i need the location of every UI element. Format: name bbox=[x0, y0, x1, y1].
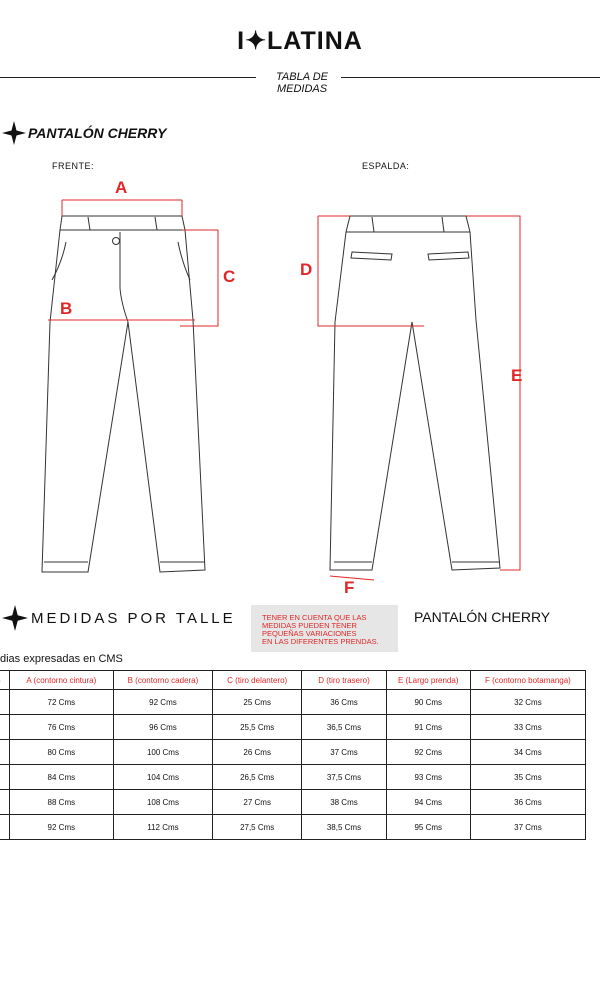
four-point-star-icon bbox=[2, 605, 28, 631]
table-cell: 36,5 Cms bbox=[302, 715, 386, 740]
table-cell: 37 Cms bbox=[470, 815, 585, 840]
table-cell bbox=[0, 790, 9, 815]
table-cell: 27,5 Cms bbox=[213, 815, 302, 840]
header-f: F (contorno botamanga) bbox=[470, 671, 585, 690]
table-cell: 93 Cms bbox=[386, 765, 470, 790]
table-cell: 92 Cms bbox=[386, 740, 470, 765]
back-view-label: ESPALDA: bbox=[362, 161, 410, 171]
table-cell bbox=[0, 690, 9, 715]
table-cell: 112 Cms bbox=[113, 815, 212, 840]
table-row bbox=[0, 690, 586, 715]
table-cell: 27 Cms bbox=[213, 790, 302, 815]
header-size bbox=[0, 671, 9, 690]
table-cell bbox=[0, 815, 9, 840]
pants-diagram bbox=[0, 170, 600, 590]
marker-b: B bbox=[60, 299, 73, 318]
table-cell: 34 Cms bbox=[470, 740, 585, 765]
header-c: C (tiro delantero) bbox=[213, 671, 302, 690]
note-line-4: EN LAS DIFERENTES PRENDAS. bbox=[262, 637, 379, 646]
note-line-1: TENER EN CUENTA QUE LAS bbox=[262, 613, 367, 622]
table-cell: 96 Cms bbox=[113, 715, 212, 740]
table-cell: 33 Cms bbox=[470, 715, 585, 740]
table-cell: 36 Cms bbox=[302, 690, 386, 715]
table-cell: 37 Cms bbox=[302, 740, 386, 765]
header-rule-right bbox=[341, 77, 600, 78]
table-cell: 84 Cms bbox=[9, 765, 113, 790]
header-d: D (tiro trasero) bbox=[302, 671, 386, 690]
table-cell: 32 Cms bbox=[470, 690, 585, 715]
note-text bbox=[262, 614, 394, 646]
table-cell bbox=[0, 765, 9, 790]
header-e: E (Largo prenda) bbox=[386, 671, 470, 690]
four-point-star-icon bbox=[2, 121, 26, 145]
table-row bbox=[0, 815, 586, 840]
tabla-line-1: TABLA DE bbox=[276, 71, 328, 83]
product-name: PANTALÓN CHERRY bbox=[414, 609, 551, 625]
table-cell: 92 Cms bbox=[113, 690, 212, 715]
table-row bbox=[0, 790, 586, 815]
marker-e: E bbox=[511, 366, 523, 385]
marker-c: C bbox=[223, 267, 236, 286]
header-b: B (contorno cadera) bbox=[113, 671, 212, 690]
table-row bbox=[0, 715, 586, 740]
table-cell: 88 Cms bbox=[9, 790, 113, 815]
table-cell: 76 Cms bbox=[9, 715, 113, 740]
marker-a: A bbox=[115, 178, 128, 197]
table-cell: 91 Cms bbox=[386, 715, 470, 740]
table-cell: 35 Cms bbox=[470, 765, 585, 790]
table-row bbox=[0, 740, 586, 765]
marker-f: F bbox=[344, 578, 355, 597]
marker-d: D bbox=[300, 260, 313, 279]
table-cell: 100 Cms bbox=[113, 740, 212, 765]
table-cell: 90 Cms bbox=[386, 690, 470, 715]
tabla-de-medidas-label bbox=[262, 71, 342, 95]
table-cell: 72 Cms bbox=[9, 690, 113, 715]
table-cell: 36 Cms bbox=[470, 790, 585, 815]
table-row bbox=[0, 765, 586, 790]
table-cell: 94 Cms bbox=[386, 790, 470, 815]
table-cell: 25,5 Cms bbox=[213, 715, 302, 740]
table-cell: 25 Cms bbox=[213, 690, 302, 715]
table-cell: 38,5 Cms bbox=[302, 815, 386, 840]
brand-logo: I✦LATINA bbox=[237, 27, 363, 55]
table-cell: 26,5 Cms bbox=[213, 765, 302, 790]
table-cell: 38 Cms bbox=[302, 790, 386, 815]
medidas-por-talle-title: MEDIDAS POR TALLE bbox=[31, 610, 236, 627]
section-title: PANTALÓN CHERRY bbox=[28, 125, 167, 141]
table-header-row bbox=[0, 671, 586, 690]
table-cell: 95 Cms bbox=[386, 815, 470, 840]
table-cell: 108 Cms bbox=[113, 790, 212, 815]
table-cell bbox=[0, 715, 9, 740]
table-cell: 26 Cms bbox=[213, 740, 302, 765]
table-cell: 37,5 Cms bbox=[302, 765, 386, 790]
note-line-3: PEQUEÑAS VARIACIONES bbox=[262, 629, 357, 638]
header-a: A (contorno cintura) bbox=[9, 671, 113, 690]
tabla-line-2: MEDIDAS bbox=[276, 83, 328, 95]
table-cell: 104 Cms bbox=[113, 765, 212, 790]
table-cell bbox=[0, 740, 9, 765]
front-view-label: FRENTE: bbox=[52, 161, 95, 171]
units-note: dias expresadas en CMS bbox=[0, 653, 123, 665]
table-cell: 80 Cms bbox=[9, 740, 113, 765]
table-cell: 92 Cms bbox=[9, 815, 113, 840]
size-table bbox=[0, 670, 586, 840]
note-line-2: MEDIDAS PUEDEN TENER bbox=[262, 621, 357, 630]
header-rule-left bbox=[0, 77, 256, 78]
